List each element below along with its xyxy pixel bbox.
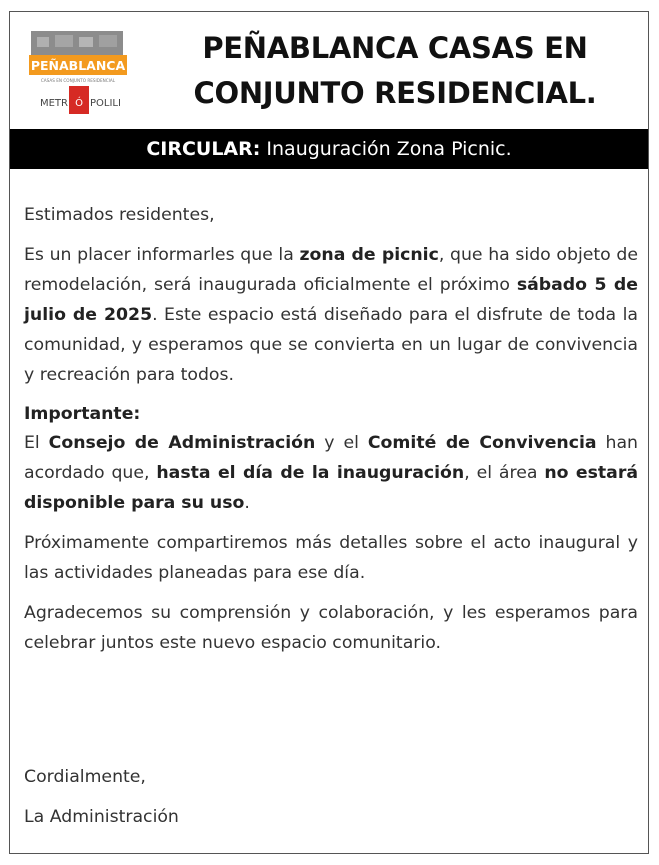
banner-subject: Inauguración Zona Picnic.: [260, 138, 512, 160]
greeting: Estimados residentes,: [24, 205, 215, 225]
letter-body: [24, 200, 638, 668]
bold-council: Consejo de Administración: [48, 433, 316, 453]
bold-picnic-zone: zona de picnic: [299, 245, 439, 265]
title-line-1: PEÑABLANCA CASAS EN: [202, 31, 588, 65]
penablanca-logo: [27, 29, 131, 119]
thanks-paragraph: Agradecemos su comprensión y colaboración, y les esperamos para celebrar juntos este nuevo espacio comunitario.: [24, 603, 638, 653]
page-title: [160, 26, 630, 116]
logo-metropolili-mid: Ó: [75, 98, 83, 109]
announcement-paragraph: [24, 240, 638, 390]
document-header: [10, 12, 648, 129]
closing-signature: La Administración: [24, 807, 179, 827]
bold-committee: Comité de Convivencia: [367, 433, 597, 453]
logo-tagline-text: CASAS EN CONJUNTO RESIDENCIAL: [40, 78, 116, 83]
bold-not-available: no estará disponible para su uso: [24, 463, 638, 513]
text-span: han acordado que,: [24, 433, 638, 483]
important-heading: Importante:: [24, 404, 141, 424]
important-paragraph: [24, 400, 638, 518]
text-span: , que ha sido objeto de remodelación, será inaugurada oficialmente el próximo: [24, 245, 638, 295]
text-span: El: [24, 433, 49, 453]
letter-closing: [24, 762, 424, 832]
title-line-2: CONJUNTO RESIDENCIAL.: [193, 76, 597, 110]
bold-until-inauguration: hasta el día de la inauguración: [156, 463, 465, 483]
closing-salutation: Cordialmente,: [24, 767, 146, 787]
circular-document: [9, 11, 649, 854]
banner-label: CIRCULAR:: [146, 138, 261, 160]
text-span: . Este espacio está diseñado para el disfrute de toda la comunidad, y esperamos que se convierta en un lugar de convivencia y recreación para todos.: [24, 305, 639, 385]
logo-brand-text: PEÑABLANCA: [30, 58, 126, 73]
bold-date: sábado 5 de julio de 2025: [24, 275, 638, 325]
logo-metropolili-right: POLILI: [90, 98, 121, 109]
details-paragraph: Próximamente compartiremos más detalles sobre el acto inaugural y las actividades planeadas para ese día.: [24, 533, 638, 583]
text-span: y el: [315, 433, 368, 453]
text-span: .: [244, 493, 250, 513]
text-span: , el área: [464, 463, 545, 483]
text-span: Es un placer informarles que la: [24, 245, 300, 265]
circular-banner: [10, 129, 648, 169]
logo-metropolili-left: METR: [39, 98, 68, 109]
